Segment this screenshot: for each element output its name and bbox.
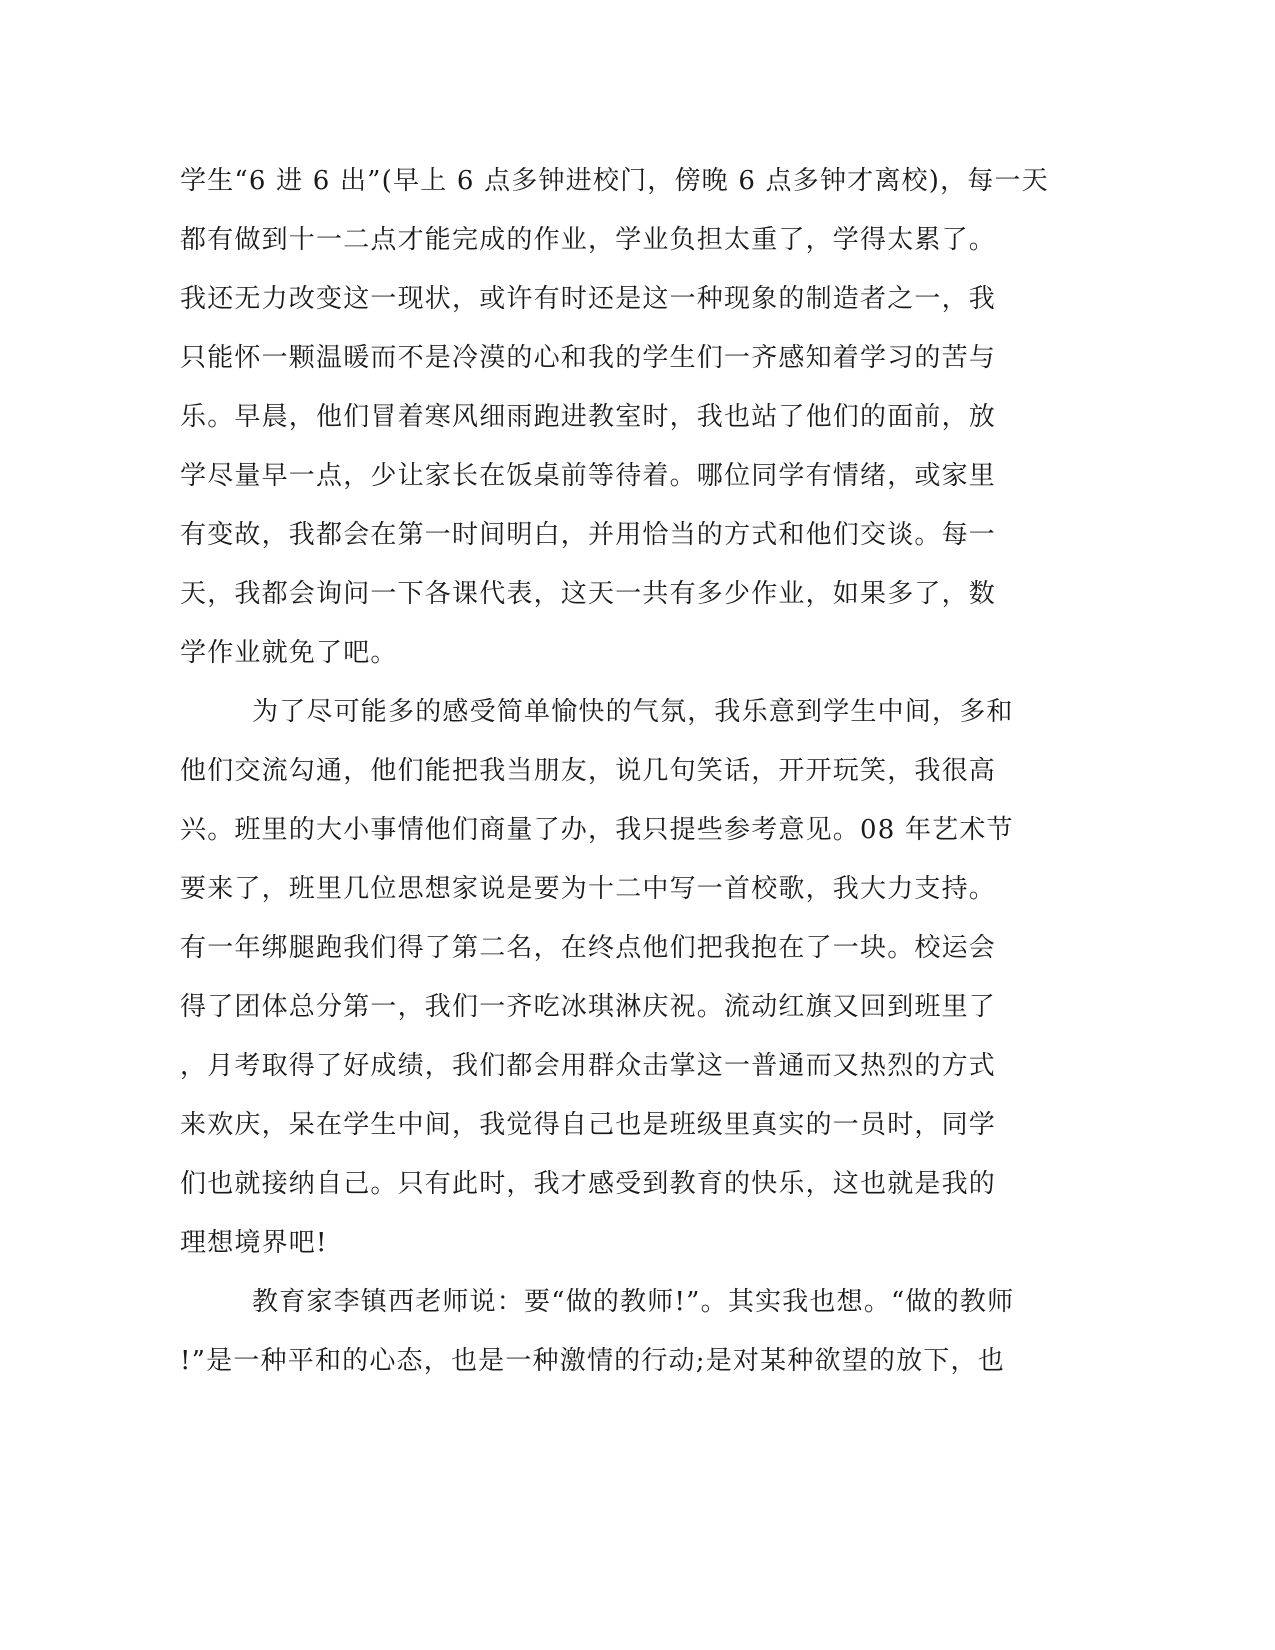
text-line: !”是一种平和的心态，也是一种激情的行动;是对某种欲望的放下，也: [180, 1346, 1005, 1376]
text-line: 们也就接纳自己。只有此时，我才感受到教育的快乐，这也就是我的: [180, 1169, 997, 1199]
text-line: 学生“6 进 6 出”(早上 6 点多钟进校门，傍晚 6 点多钟才离校)，每一天: [180, 166, 1049, 196]
paragraph-3: [180, 1273, 1040, 1391]
text-line: 理想境界吧!: [180, 1228, 328, 1258]
text-line: 他们交流勾通，他们能把我当朋友，说几句笑话，开开玩笑，我很高: [180, 756, 997, 786]
text-line: 为了尽可能多的感受简单愉快的气氛，我乐意到学生中间，多和: [252, 697, 1014, 727]
text-line: ，月考取得了好成绩，我们都会用群众击掌这一普通而又热烈的方式: [180, 1051, 997, 1081]
text-line: 教育家李镇西老师说：要“做的教师!”。其实我也想。“做的教师: [252, 1287, 1015, 1317]
text-line: 乐。早晨，他们冒着寒风细雨跑进教室时，我也站了他们的面前，放: [180, 402, 997, 432]
text-line: 学尽量早一点，少让家长在饭桌前等待着。哪位同学有情绪，或家里: [180, 461, 997, 491]
paragraph-2: [180, 683, 1040, 1273]
text-line: 都有做到十一二点才能完成的作业，学业负担太重了，学得太累了。: [180, 225, 997, 255]
paragraph-1: [180, 152, 1049, 683]
body-text: [180, 152, 1049, 1391]
text-line: 天，我都会询问一下各课代表，这天一共有多少作业，如果多了，数: [180, 579, 997, 609]
text-line: 我还无力改变这一现状，或许有时还是这一种现象的制造者之一，我: [180, 284, 997, 314]
text-line: 得了团体总分第一，我们一齐吃冰琪淋庆祝。流动红旗又回到班里了: [180, 992, 997, 1022]
text-line: 只能怀一颗温暖而不是冷漠的心和我的学生们一齐感知着学习的苦与: [180, 343, 997, 373]
text-line: 有变故，我都会在第一时间明白，并用恰当的方式和他们交谈。每一: [180, 520, 997, 550]
text-line: 学作业就免了吧。: [180, 638, 398, 668]
text-line: 要来了，班里几位思想家说是要为十二中写一首校歌，我大力支持。: [180, 874, 997, 904]
text-line: 兴。班里的大小事情他们商量了办，我只提些参考意见。08 年艺术节: [180, 815, 1014, 845]
text-line: 有一年绑腿跑我们得了第二名，在终点他们把我抱在了一块。校运会: [180, 933, 997, 963]
text-line: 来欢庆，呆在学生中间，我觉得自己也是班级里真实的一员时，同学: [180, 1110, 997, 1140]
